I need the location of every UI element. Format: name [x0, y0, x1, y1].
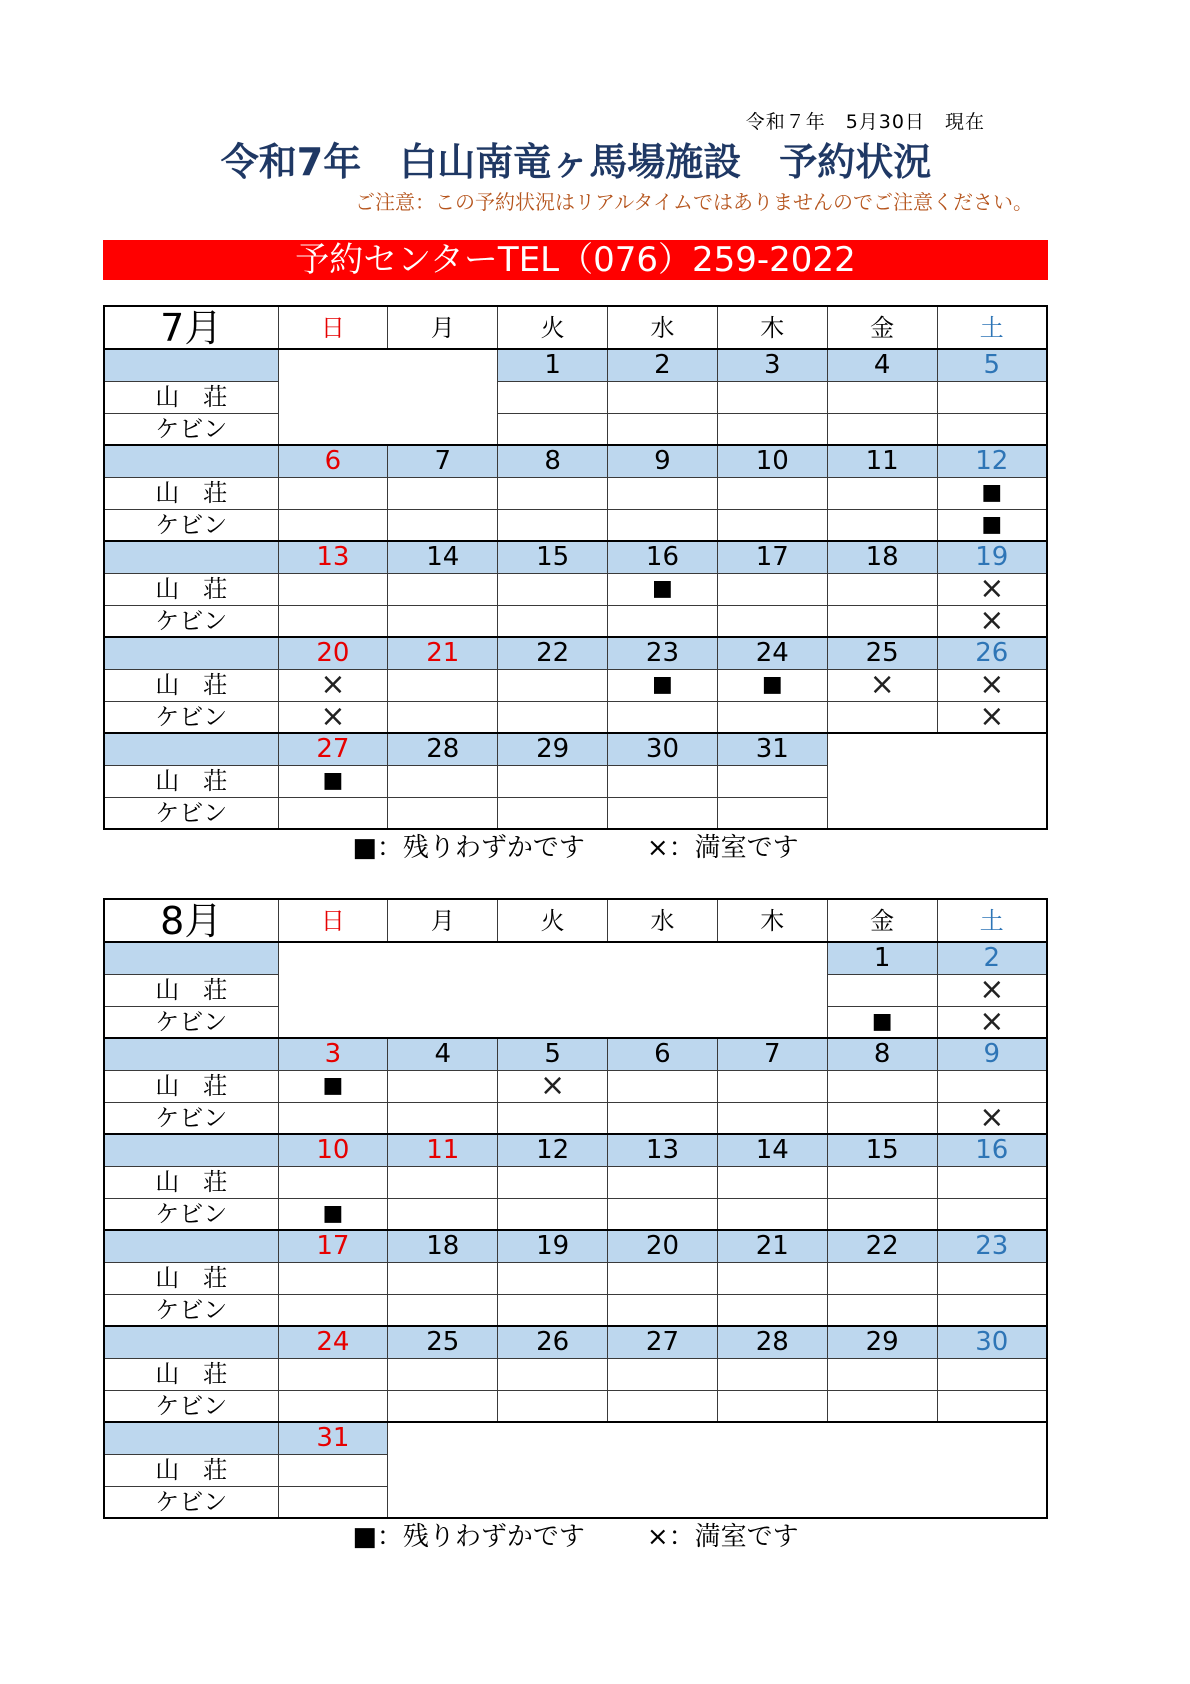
date-row [104, 733, 1047, 765]
cabin-row-label: ケビン [104, 1006, 278, 1038]
weekday-wed: 水 [608, 306, 718, 349]
date-cell: 7 [717, 1038, 827, 1070]
cabin-status-cell [498, 1198, 608, 1230]
weekday-sat: 土 [937, 306, 1047, 349]
lodge-status-cell [937, 381, 1047, 413]
cabin-status-cell: × [278, 701, 388, 733]
cabin-status-cell [717, 1102, 827, 1134]
cabin-status-cell: × [937, 1006, 1047, 1038]
lodge-status-cell [278, 1358, 388, 1390]
cabin-status-cell [278, 509, 388, 541]
realtime-notice: ご注意：この予約状況はリアルタイムではありませんのでご注意ください。 [355, 190, 1033, 214]
cabin-status-cell [717, 797, 827, 829]
cabin-status-cell [608, 509, 718, 541]
lodge-status-cell [608, 765, 718, 797]
page-title: 令和7年 白山南竜ヶ馬場施設 予約状況 [220, 140, 932, 184]
cabin-status-cell [608, 413, 718, 445]
lodge-status-cell [388, 1070, 498, 1102]
lodge-status-cell [388, 669, 498, 701]
date-cell: 8 [827, 1038, 937, 1070]
date-cell: 24 [717, 637, 827, 669]
cabin-row [104, 1390, 1047, 1422]
cabin-status-cell [827, 509, 937, 541]
date-cell: 2 [608, 349, 718, 381]
lodge-row [104, 1166, 1047, 1198]
lodge-status-cell [827, 381, 937, 413]
calendar-body [104, 349, 1047, 829]
lodge-status-cell [608, 477, 718, 509]
date-cell: 22 [827, 1230, 937, 1262]
date-cell: 6 [608, 1038, 718, 1070]
date-cell: 1 [827, 942, 937, 974]
date-cell: 17 [278, 1230, 388, 1262]
lodge-row [104, 669, 1047, 701]
date-cell: 30 [937, 1326, 1047, 1358]
cabin-status-cell [717, 701, 827, 733]
cabin-status-cell [827, 1294, 937, 1326]
cabin-status-cell [498, 605, 608, 637]
cabin-status-cell [278, 1486, 388, 1518]
header-row [104, 899, 1047, 942]
weekday-tue: 火 [498, 899, 608, 942]
cabin-status-cell [498, 413, 608, 445]
date-cell: 23 [608, 637, 718, 669]
date-cell: 15 [827, 1134, 937, 1166]
cabin-row [104, 701, 1047, 733]
date-cell: 4 [827, 349, 937, 381]
legend-few-left: ■：残りわずかです [352, 833, 585, 863]
date-cell: 24 [278, 1326, 388, 1358]
date-cell: 29 [498, 733, 608, 765]
date-cell: 21 [717, 1230, 827, 1262]
cabin-status-cell: ■ [937, 509, 1047, 541]
legend-full: ×：満室です [646, 833, 799, 863]
lodge-status-cell [388, 765, 498, 797]
date-cell: 2 [937, 942, 1047, 974]
empty-calendar-cell [388, 1422, 1047, 1518]
date-cell: 28 [717, 1326, 827, 1358]
cabin-status-cell [498, 797, 608, 829]
date-cell: 13 [608, 1134, 718, 1166]
date-row [104, 1326, 1047, 1358]
cabin-status-cell [388, 701, 498, 733]
cabin-row [104, 413, 1047, 445]
cabin-row-label: ケビン [104, 1198, 278, 1230]
lodge-status-cell: × [937, 669, 1047, 701]
lodge-status-cell [717, 1070, 827, 1102]
lodge-status-cell: × [937, 573, 1047, 605]
weekday-fri: 金 [827, 899, 937, 942]
date-cell: 27 [608, 1326, 718, 1358]
lodge-row-label: 山 荘 [104, 573, 278, 605]
date-row-label-cell [104, 942, 278, 974]
cabin-status-cell [498, 701, 608, 733]
date-cell: 4 [388, 1038, 498, 1070]
cabin-row-label: ケビン [104, 413, 278, 445]
lodge-row [104, 1070, 1047, 1102]
weekday-thu: 木 [717, 306, 827, 349]
lodge-status-cell [608, 381, 718, 413]
lodge-status-cell [388, 1262, 498, 1294]
lodge-status-cell [937, 1262, 1047, 1294]
lodge-status-cell [278, 1166, 388, 1198]
cabin-status-cell [937, 1198, 1047, 1230]
cabin-status-cell [608, 701, 718, 733]
date-cell: 9 [937, 1038, 1047, 1070]
date-row [104, 1422, 1047, 1454]
cabin-status-cell [717, 1390, 827, 1422]
lodge-status-cell [717, 573, 827, 605]
empty-calendar-cell [278, 942, 827, 1038]
lodge-status-cell [498, 1262, 608, 1294]
lodge-status-cell [498, 573, 608, 605]
lodge-status-cell [717, 381, 827, 413]
cabin-status-cell [717, 509, 827, 541]
cabin-row-label: ケビン [104, 797, 278, 829]
date-cell: 6 [278, 445, 388, 477]
lodge-status-cell [827, 573, 937, 605]
date-cell: 18 [388, 1230, 498, 1262]
empty-calendar-cell [827, 733, 1047, 829]
lodge-status-cell [278, 1454, 388, 1486]
date-cell: 20 [608, 1230, 718, 1262]
date-row [104, 942, 1047, 974]
lodge-status-cell: ■ [278, 1070, 388, 1102]
lodge-row-label: 山 荘 [104, 974, 278, 1006]
date-cell: 3 [278, 1038, 388, 1070]
date-row-label-cell [104, 1230, 278, 1262]
cabin-status-cell [827, 1102, 937, 1134]
lodge-status-cell [717, 1166, 827, 1198]
date-cell: 29 [827, 1326, 937, 1358]
lodge-status-cell [717, 1262, 827, 1294]
empty-calendar-cell [278, 349, 498, 445]
date-row [104, 445, 1047, 477]
date-row [104, 1134, 1047, 1166]
cabin-status-cell [937, 413, 1047, 445]
lodge-row-label: 山 荘 [104, 1166, 278, 1198]
lodge-status-cell: × [278, 669, 388, 701]
cabin-status-cell [717, 1198, 827, 1230]
cabin-row-label: ケビン [104, 1102, 278, 1134]
date-cell: 9 [608, 445, 718, 477]
cabin-status-cell: × [937, 701, 1047, 733]
weekday-mon: 月 [388, 899, 498, 942]
lodge-status-cell [827, 1262, 937, 1294]
cabin-status-cell [278, 1102, 388, 1134]
date-row [104, 637, 1047, 669]
cabin-status-cell [717, 1294, 827, 1326]
legend-full: ×：満室です [646, 1522, 799, 1552]
weekday-sun: 日 [278, 306, 388, 349]
cabin-status-cell [388, 509, 498, 541]
cabin-row [104, 1198, 1047, 1230]
lodge-status-cell: × [937, 974, 1047, 1006]
lodge-status-cell [608, 1070, 718, 1102]
cabin-status-cell [388, 1102, 498, 1134]
cabin-status-cell [608, 1294, 718, 1326]
date-row [104, 1230, 1047, 1262]
date-cell: 28 [388, 733, 498, 765]
date-cell: 11 [388, 1134, 498, 1166]
lodge-status-cell [717, 1358, 827, 1390]
lodge-status-cell [608, 1262, 718, 1294]
lodge-status-cell [498, 1358, 608, 1390]
cabin-row-label: ケビン [104, 701, 278, 733]
date-cell: 25 [388, 1326, 498, 1358]
date-cell: 31 [717, 733, 827, 765]
reservation-table [103, 305, 1048, 830]
date-cell: 5 [498, 1038, 608, 1070]
lodge-status-cell [498, 381, 608, 413]
cabin-status-cell [608, 1198, 718, 1230]
lodge-status-cell [278, 1262, 388, 1294]
date-cell: 3 [717, 349, 827, 381]
reservation-center-tel-banner: 予約センターTEL（076）259-2022 [103, 240, 1048, 280]
lodge-status-cell [388, 573, 498, 605]
cabin-status-cell [278, 1294, 388, 1326]
date-row-label-cell [104, 1038, 278, 1070]
lodge-status-cell [608, 1358, 718, 1390]
date-row-label-cell [104, 1326, 278, 1358]
cabin-status-cell [608, 1102, 718, 1134]
cabin-status-cell [717, 413, 827, 445]
cabin-row-label: ケビン [104, 605, 278, 637]
date-row-label-cell [104, 733, 278, 765]
date-cell: 22 [498, 637, 608, 669]
lodge-row-label: 山 荘 [104, 1454, 278, 1486]
lodge-row [104, 1358, 1047, 1390]
weekday-fri: 金 [827, 306, 937, 349]
cabin-status-cell [827, 413, 937, 445]
cabin-status-cell: ■ [827, 1006, 937, 1038]
weekday-thu: 木 [717, 899, 827, 942]
cabin-status-cell [388, 1294, 498, 1326]
date-cell: 14 [388, 541, 498, 573]
date-cell: 17 [717, 541, 827, 573]
cabin-row [104, 1294, 1047, 1326]
date-cell: 19 [937, 541, 1047, 573]
lodge-status-cell [498, 765, 608, 797]
lodge-status-cell [827, 1166, 937, 1198]
weekday-sat: 土 [937, 899, 1047, 942]
lodge-status-cell: × [498, 1070, 608, 1102]
date-row-label-cell [104, 1422, 278, 1454]
august-calendar [103, 898, 1048, 1552]
cabin-status-cell [937, 1390, 1047, 1422]
cabin-status-cell [608, 1390, 718, 1422]
lodge-row-label: 山 荘 [104, 669, 278, 701]
lodge-status-cell: ■ [937, 477, 1047, 509]
cabin-status-cell: × [937, 605, 1047, 637]
cabin-status-cell [498, 1294, 608, 1326]
lodge-row [104, 477, 1047, 509]
lodge-status-cell: ■ [278, 765, 388, 797]
weekday-tue: 火 [498, 306, 608, 349]
month-label: 7月 [104, 306, 278, 349]
date-cell: 1 [498, 349, 608, 381]
date-cell: 26 [498, 1326, 608, 1358]
lodge-status-cell [827, 1070, 937, 1102]
weekday-mon: 月 [388, 306, 498, 349]
date-row [104, 349, 1047, 381]
date-cell: 19 [498, 1230, 608, 1262]
lodge-status-cell: ■ [608, 669, 718, 701]
lodge-status-cell [278, 477, 388, 509]
date-cell: 20 [278, 637, 388, 669]
lodge-status-cell: ■ [608, 573, 718, 605]
date-cell: 27 [278, 733, 388, 765]
legend [103, 1522, 1048, 1552]
cabin-status-cell [278, 1390, 388, 1422]
date-row-label-cell [104, 445, 278, 477]
weekday-wed: 水 [608, 899, 718, 942]
cabin-status-cell [608, 797, 718, 829]
lodge-status-cell [498, 1166, 608, 1198]
weekday-sun: 日 [278, 899, 388, 942]
lodge-row [104, 573, 1047, 605]
date-cell: 26 [937, 637, 1047, 669]
lodge-status-cell: ■ [717, 669, 827, 701]
lodge-status-cell [717, 765, 827, 797]
date-cell: 7 [388, 445, 498, 477]
date-cell: 11 [827, 445, 937, 477]
cabin-status-cell [388, 605, 498, 637]
cabin-row-label: ケビン [104, 1390, 278, 1422]
cabin-row [104, 1102, 1047, 1134]
cabin-status-cell [827, 605, 937, 637]
lodge-status-cell [498, 477, 608, 509]
lodge-status-cell [388, 477, 498, 509]
lodge-status-cell [717, 477, 827, 509]
date-row [104, 541, 1047, 573]
cabin-status-cell: × [937, 1102, 1047, 1134]
lodge-row [104, 1262, 1047, 1294]
cabin-status-cell [827, 1198, 937, 1230]
date-row-label-cell [104, 541, 278, 573]
cabin-status-cell [388, 1198, 498, 1230]
date-row-label-cell [104, 349, 278, 381]
lodge-status-cell [827, 974, 937, 1006]
date-cell: 10 [717, 445, 827, 477]
cabin-status-cell [717, 605, 827, 637]
cabin-row-label: ケビン [104, 1486, 278, 1518]
lodge-status-cell: × [827, 669, 937, 701]
lodge-row-label: 山 荘 [104, 1262, 278, 1294]
date-cell: 5 [937, 349, 1047, 381]
date-cell: 8 [498, 445, 608, 477]
date-cell: 16 [608, 541, 718, 573]
cabin-status-cell [937, 1294, 1047, 1326]
cabin-status-cell [827, 701, 937, 733]
cabin-row [104, 509, 1047, 541]
lodge-row-label: 山 荘 [104, 1070, 278, 1102]
cabin-status-cell [278, 797, 388, 829]
cabin-status-cell [498, 1102, 608, 1134]
date-cell: 12 [937, 445, 1047, 477]
cabin-status-cell [388, 797, 498, 829]
lodge-row [104, 381, 1047, 413]
date-cell: 10 [278, 1134, 388, 1166]
date-cell: 31 [278, 1422, 388, 1454]
reservation-table [103, 898, 1048, 1519]
lodge-status-cell [278, 573, 388, 605]
date-cell: 14 [717, 1134, 827, 1166]
date-cell: 16 [937, 1134, 1047, 1166]
cabin-status-cell: ■ [278, 1198, 388, 1230]
date-row-label-cell [104, 637, 278, 669]
cabin-row-label: ケビン [104, 1294, 278, 1326]
cabin-status-cell [608, 605, 718, 637]
month-label: 8月 [104, 899, 278, 942]
lodge-status-cell [608, 1166, 718, 1198]
lodge-status-cell [937, 1358, 1047, 1390]
cabin-row [104, 605, 1047, 637]
lodge-status-cell [827, 477, 937, 509]
lodge-status-cell [937, 1070, 1047, 1102]
lodge-status-cell [937, 1166, 1047, 1198]
legend [103, 833, 1048, 863]
lodge-row-label: 山 荘 [104, 477, 278, 509]
lodge-row-label: 山 荘 [104, 765, 278, 797]
date-cell: 30 [608, 733, 718, 765]
date-cell: 23 [937, 1230, 1047, 1262]
cabin-status-cell [827, 1390, 937, 1422]
lodge-status-cell [388, 1358, 498, 1390]
date-cell: 21 [388, 637, 498, 669]
date-cell: 25 [827, 637, 937, 669]
date-cell: 15 [498, 541, 608, 573]
as-of-date: 令和７年 5月30日 現在 [745, 111, 985, 133]
lodge-row-label: 山 荘 [104, 1358, 278, 1390]
date-cell: 13 [278, 541, 388, 573]
lodge-status-cell [388, 1166, 498, 1198]
date-cell: 12 [498, 1134, 608, 1166]
date-row [104, 1038, 1047, 1070]
calendar-body [104, 942, 1047, 1518]
cabin-status-cell [388, 1390, 498, 1422]
cabin-status-cell [498, 1390, 608, 1422]
date-row-label-cell [104, 1134, 278, 1166]
header-row [104, 306, 1047, 349]
lodge-row-label: 山 荘 [104, 381, 278, 413]
lodge-status-cell [498, 669, 608, 701]
legend-few-left: ■：残りわずかです [352, 1522, 585, 1552]
date-cell: 18 [827, 541, 937, 573]
lodge-status-cell [827, 1358, 937, 1390]
cabin-row-label: ケビン [104, 509, 278, 541]
cabin-status-cell [498, 509, 608, 541]
cabin-status-cell [278, 605, 388, 637]
july-calendar [103, 305, 1048, 863]
